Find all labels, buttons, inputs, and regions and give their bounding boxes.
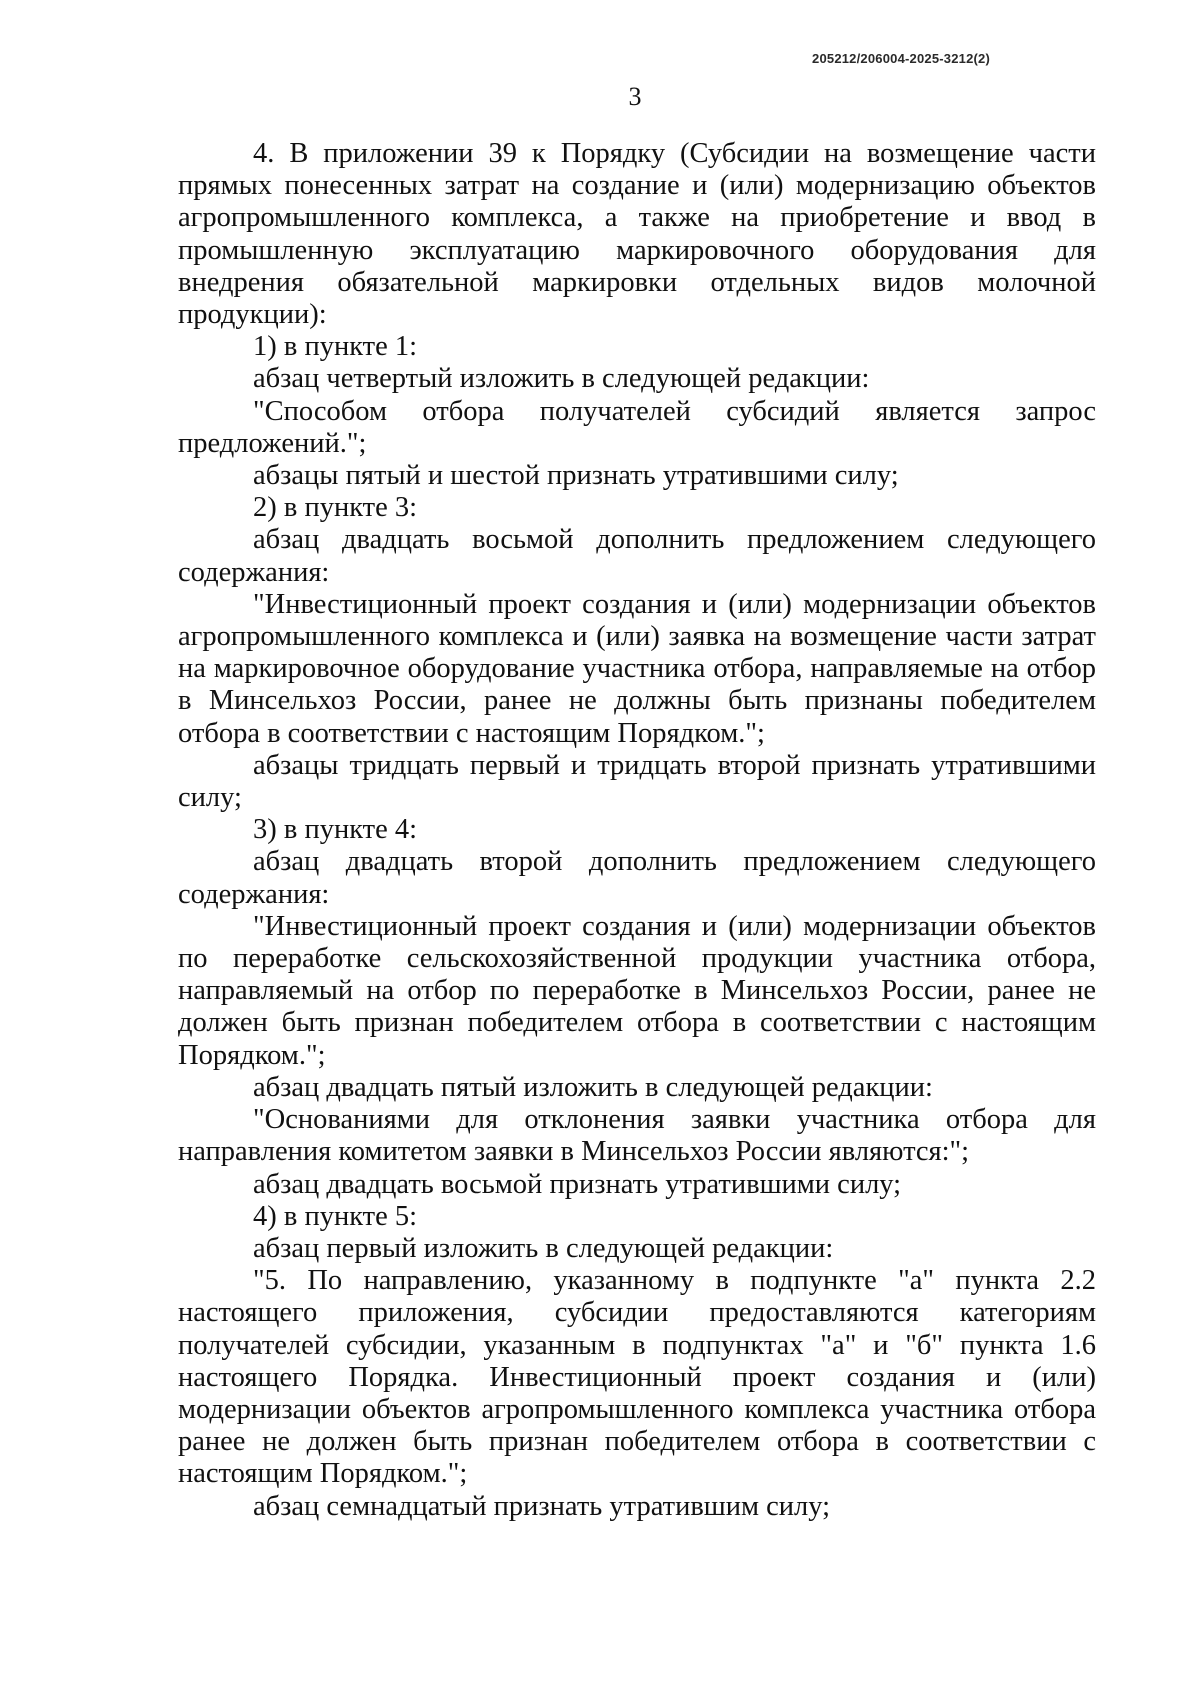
subitem-2-heading: 2) в пункте 3: [253, 492, 418, 524]
paragraph-quote: "5. По направлению, указанному в подпункте "а" пункта 2.2 настоящего приложения, субсидии предоставляются категориям получателей субсидии, указанным в подпунктах "а" и "б" пункта 1.6 настоящего Порядка. Инвестиционный проект создания и (или) модернизации объектов агропромышленного комплекса участника отбора ранее не должен быть признан победителем отбора в соответствии с настоящим Порядком."; [178, 1265, 1096, 1490]
page-number: 3 [628, 82, 642, 111]
subitem-3-heading: 3) в пункте 4: [253, 814, 418, 846]
paragraph-instruction: абзац двадцать восьмой дополнить предложением следующего содержания: [178, 524, 1096, 588]
paragraph-instruction: абзацы пятый и шестой признать утратившими силу; [253, 460, 899, 492]
paragraph-quote: "Основаниями для отклонения заявки участника отбора для направления комитетом заявки в Минсельхоз России являются:"; [178, 1104, 1096, 1168]
subitem-1-heading: 1) в пункте 1: [253, 331, 418, 363]
paragraph-instruction: абзац четвертый изложить в следующей редакции: [253, 363, 870, 395]
document-body [178, 138, 1096, 1523]
paragraph-instruction: абзац первый изложить в следующей редакции: [253, 1232, 834, 1264]
paragraph-instruction: абзац двадцать второй дополнить предложением следующего содержания: [178, 846, 1096, 910]
paragraph-quote: "Способом отбора получателей субсидий является запрос предложений."; [178, 395, 1096, 459]
paragraph-quote: "Инвестиционный проект создания и (или) модернизации объектов агропромышленного комплекса и (или) заявка на возмещение части затрат на маркировочное оборудование участника отбора, направляемые на отбор в Минсельхоз России, ранее не должны быть признаны победителем отбора в соответствии с настоящим Порядком."; [178, 588, 1096, 749]
paragraph-instruction: абзац двадцать восьмой признать утратившими силу; [253, 1168, 902, 1200]
paragraph-instruction: абзац семнадцатый признать утратившим силу; [253, 1490, 831, 1522]
paragraph-item-4-intro: 4. В приложении 39 к Порядку (Субсидии на возмещение части прямых понесенных затрат на создание и (или) модернизацию объектов агропромышленного комплекса, а также на приобретение и ввод в промышленную эксплуатацию маркировочного оборудования для внедрения обязательной маркировки отдельных видов молочной продукции): [178, 138, 1096, 331]
paragraph-instruction: абзац двадцать пятый изложить в следующей редакции: [253, 1071, 933, 1103]
document-registration-number: 205212/206004-2025-3212(2) [812, 51, 990, 66]
subitem-4-heading: 4) в пункте 5: [253, 1200, 418, 1232]
paragraph-instruction: абзацы тридцать первый и тридцать второй признать утратившими силу; [178, 749, 1096, 814]
paragraph-quote: "Инвестиционный проект создания и (или) модернизации объектов по переработке сельскохозяйственной продукции участника отбора, направляемый на отбор по переработке в Минсельхоз России, ранее не должен быть признан победителем отбора в соответствии с настоящим Порядком."; [178, 910, 1096, 1071]
